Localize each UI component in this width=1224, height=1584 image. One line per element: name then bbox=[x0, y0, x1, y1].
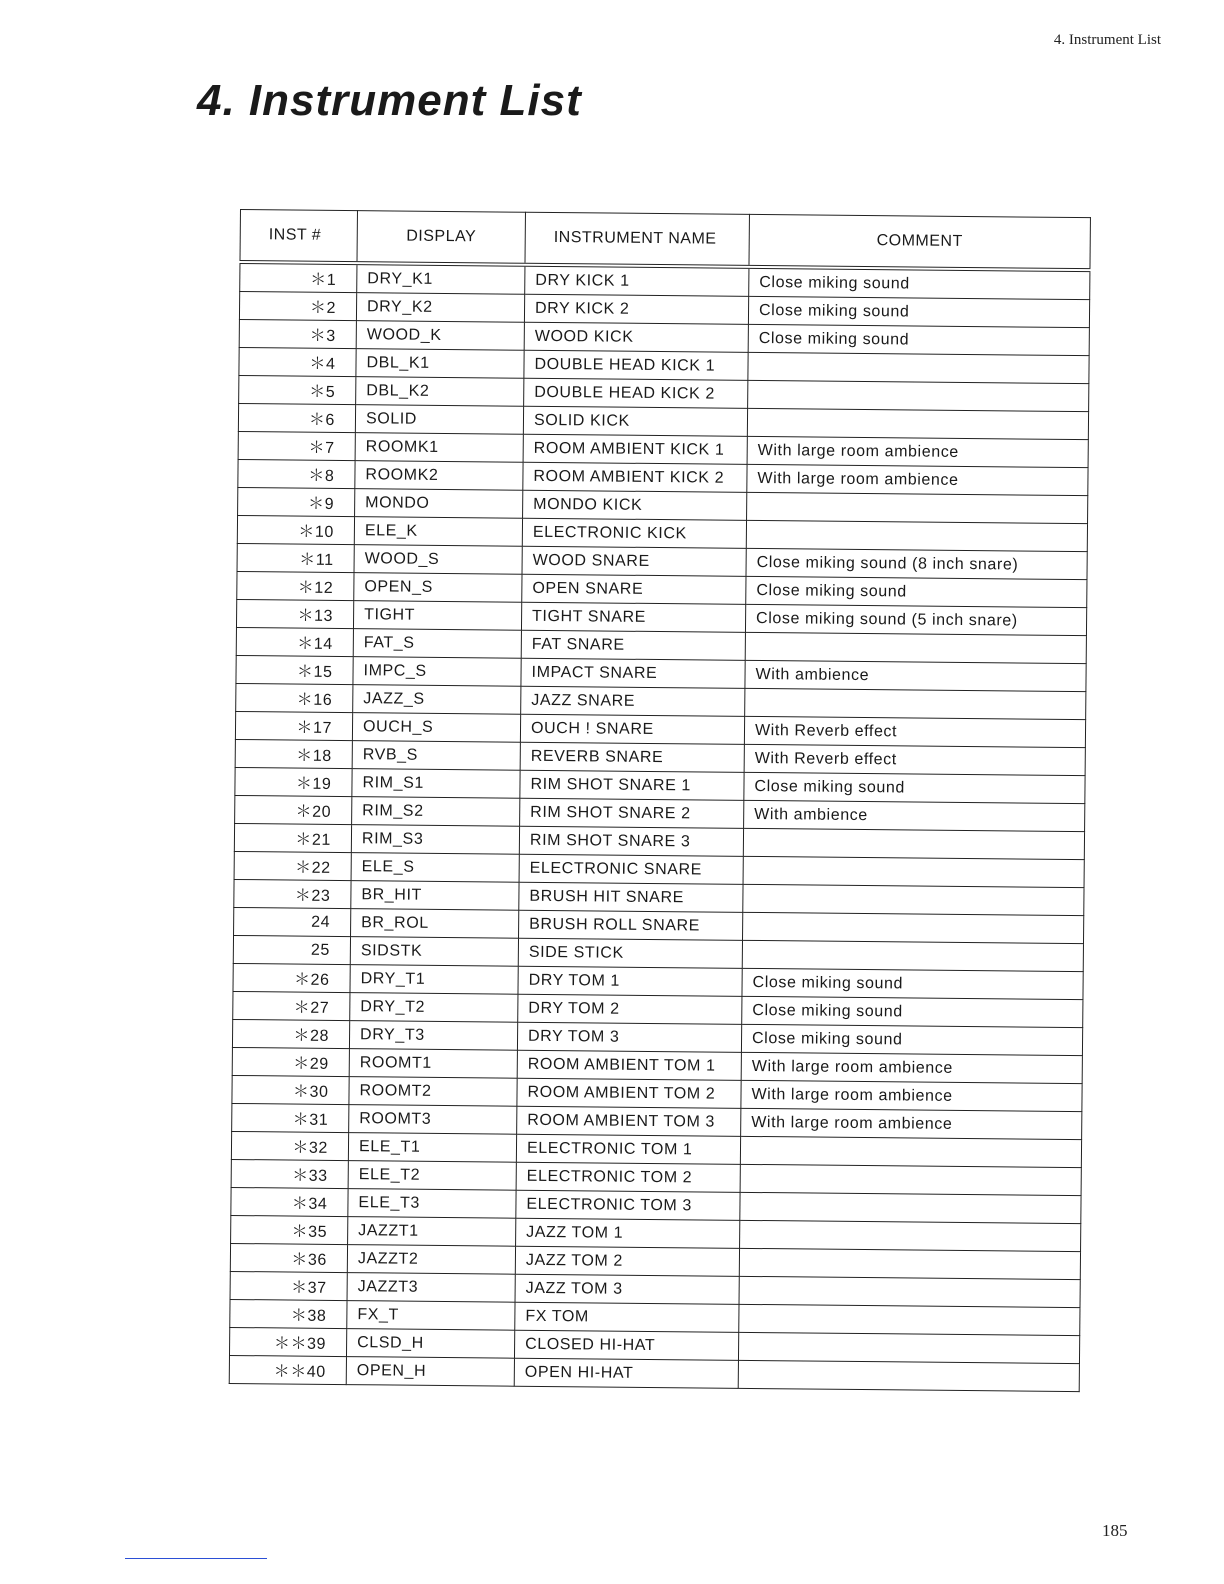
instrument-name-cell: BRUSH ROLL SNARE bbox=[519, 910, 743, 940]
comment-cell: Close miking sound bbox=[744, 772, 1085, 803]
instrument-name-cell: ROOM AMBIENT TOM 1 bbox=[517, 1050, 741, 1080]
instrument-name-cell: FAT SNARE bbox=[521, 630, 745, 660]
display-cell: JAZZ_S bbox=[353, 685, 521, 715]
instrument-name-cell: DRY KICK 1 bbox=[525, 265, 749, 297]
display-cell: OUCH_S bbox=[352, 713, 520, 743]
instrument-name-cell: SIDE STICK bbox=[518, 938, 742, 968]
instrument-name-cell: ELECTRONIC TOM 1 bbox=[516, 1134, 740, 1164]
inst-number-cell: ＊6 bbox=[238, 403, 355, 432]
comment-cell bbox=[739, 1276, 1080, 1307]
instrument-table-container bbox=[229, 209, 1090, 1392]
inst-number-cell: 25 bbox=[233, 935, 350, 964]
comment-cell: With Reverb effect bbox=[744, 744, 1085, 775]
comment-cell bbox=[745, 632, 1086, 663]
inst-number-cell: ＊2 bbox=[239, 292, 356, 321]
comment-cell bbox=[738, 1332, 1079, 1363]
comment-cell bbox=[745, 688, 1086, 719]
comment-cell: With large room ambience bbox=[741, 1080, 1082, 1111]
instrument-name-cell: RIM SHOT SNARE 3 bbox=[519, 826, 743, 856]
display-cell: ROOMK2 bbox=[355, 461, 523, 491]
comment-cell bbox=[746, 520, 1087, 551]
instrument-name-cell: CLOSED HI-HAT bbox=[514, 1330, 738, 1360]
display-cell: DBL_K1 bbox=[356, 349, 524, 379]
display-cell: ELE_T1 bbox=[348, 1133, 516, 1163]
comment-cell bbox=[747, 492, 1088, 523]
header-inst-number: INST # bbox=[240, 210, 357, 264]
instrument-name-cell: DRY TOM 1 bbox=[518, 966, 742, 996]
instrument-name-cell: TIGHT SNARE bbox=[521, 602, 745, 632]
comment-cell: Close miking sound (5 inch snare) bbox=[745, 604, 1086, 635]
inst-number-cell: ＊30 bbox=[232, 1075, 349, 1104]
display-cell: DRY_T3 bbox=[349, 1021, 517, 1051]
instrument-name-cell: JAZZ SNARE bbox=[521, 686, 745, 716]
instrument-name-cell: DRY KICK 2 bbox=[524, 294, 748, 324]
instrument-name-cell: ELECTRONIC TOM 3 bbox=[516, 1190, 740, 1220]
display-cell: SIDSTK bbox=[350, 937, 518, 967]
instrument-name-cell: IMPACT SNARE bbox=[521, 658, 745, 688]
inst-number-cell: ＊＊40 bbox=[229, 1355, 346, 1384]
inst-number-cell: ＊7 bbox=[238, 431, 355, 460]
comment-cell bbox=[743, 828, 1084, 859]
inst-number-cell: ＊23 bbox=[234, 879, 351, 908]
comment-cell: With Reverb effect bbox=[744, 716, 1085, 747]
inst-number-cell: ＊29 bbox=[232, 1047, 349, 1076]
instrument-name-cell: MONDO KICK bbox=[523, 490, 747, 520]
inst-number-cell: ＊35 bbox=[231, 1215, 348, 1244]
comment-cell: With ambience bbox=[745, 660, 1086, 691]
comment-cell bbox=[743, 912, 1084, 943]
comment-cell bbox=[747, 408, 1088, 439]
inst-number-cell: ＊17 bbox=[235, 711, 352, 740]
display-cell: SOLID bbox=[355, 405, 523, 435]
inst-number-cell: ＊1 bbox=[240, 262, 357, 293]
instrument-name-cell: RIM SHOT SNARE 2 bbox=[520, 798, 744, 828]
comment-cell: With large room ambience bbox=[747, 436, 1088, 467]
comment-cell bbox=[748, 352, 1089, 383]
instrument-name-cell: JAZZ TOM 1 bbox=[516, 1218, 740, 1248]
header-comment: COMMENT bbox=[749, 214, 1090, 270]
display-cell: CLSD_H bbox=[346, 1329, 514, 1359]
inst-number-cell: ＊36 bbox=[230, 1243, 347, 1272]
comment-cell bbox=[743, 856, 1084, 887]
display-cell: ROOMT2 bbox=[349, 1077, 517, 1107]
instrument-name-cell: JAZZ TOM 3 bbox=[515, 1274, 739, 1304]
display-cell: ELE_K bbox=[354, 517, 522, 547]
display-cell: TIGHT bbox=[353, 601, 521, 631]
comment-cell bbox=[748, 380, 1089, 411]
instrument-name-cell: REVERB SNARE bbox=[520, 742, 744, 772]
comment-cell: Close miking sound bbox=[741, 1024, 1082, 1055]
comment-cell bbox=[740, 1220, 1081, 1251]
instrument-name-cell: OPEN SNARE bbox=[522, 574, 746, 604]
display-cell: RIM_S2 bbox=[352, 797, 520, 827]
display-cell: RIM_S3 bbox=[351, 825, 519, 855]
inst-number-cell: ＊8 bbox=[238, 459, 355, 488]
inst-number-cell: ＊14 bbox=[236, 627, 353, 656]
inst-number-cell: ＊20 bbox=[235, 795, 352, 824]
comment-cell: With large room ambience bbox=[741, 1052, 1082, 1083]
comment-cell bbox=[740, 1136, 1081, 1167]
display-cell: DRY_K2 bbox=[356, 293, 524, 323]
instrument-name-cell: ELECTRONIC KICK bbox=[522, 518, 746, 548]
table-header-row bbox=[240, 210, 1090, 271]
footer-rule bbox=[125, 1558, 267, 1559]
inst-number-cell: ＊37 bbox=[230, 1271, 347, 1300]
comment-cell bbox=[739, 1304, 1080, 1335]
display-cell: OPEN_H bbox=[346, 1357, 514, 1387]
display-cell: DBL_K2 bbox=[356, 377, 524, 407]
display-cell: JAZZT3 bbox=[347, 1273, 515, 1303]
display-cell: WOOD_K bbox=[356, 321, 524, 351]
inst-number-cell: ＊38 bbox=[230, 1299, 347, 1328]
comment-cell: Close miking sound bbox=[749, 267, 1090, 300]
header-display: DISPLAY bbox=[357, 211, 525, 265]
inst-number-cell: ＊27 bbox=[233, 991, 350, 1020]
comment-cell bbox=[742, 940, 1083, 971]
instrument-name-cell: ROOM AMBIENT KICK 2 bbox=[523, 462, 747, 492]
inst-number-cell: ＊11 bbox=[237, 543, 354, 572]
inst-number-cell: ＊22 bbox=[234, 851, 351, 880]
inst-number-cell: ＊31 bbox=[232, 1103, 349, 1132]
page-number: 185 bbox=[1102, 1521, 1128, 1540]
comment-cell bbox=[739, 1248, 1080, 1279]
running-head: 4. Instrument List bbox=[1053, 32, 1161, 48]
display-cell: OPEN_S bbox=[354, 573, 522, 603]
display-cell: WOOD_S bbox=[354, 545, 522, 575]
inst-number-cell: ＊33 bbox=[231, 1159, 348, 1188]
display-cell: MONDO bbox=[355, 489, 523, 519]
display-cell: RIM_S1 bbox=[352, 769, 520, 799]
inst-number-cell: ＊18 bbox=[235, 739, 352, 768]
comment-cell bbox=[743, 884, 1084, 915]
instrument-name-cell: DRY TOM 3 bbox=[517, 1022, 741, 1052]
display-cell: ELE_S bbox=[351, 853, 519, 883]
inst-number-cell: ＊15 bbox=[236, 655, 353, 684]
page-title: 4. Instrument List bbox=[197, 76, 582, 125]
instrument-name-cell: JAZZ TOM 2 bbox=[515, 1246, 739, 1276]
comment-cell: With large room ambience bbox=[741, 1108, 1082, 1139]
inst-number-cell: ＊32 bbox=[231, 1131, 348, 1160]
header-instrument-name: INSTRUMENT NAME bbox=[525, 212, 749, 267]
instrument-name-cell: OPEN HI-HAT bbox=[514, 1358, 738, 1388]
instrument-name-cell: OUCH ! SNARE bbox=[520, 714, 744, 744]
display-cell: IMPC_S bbox=[353, 657, 521, 687]
display-cell: BR_HIT bbox=[351, 881, 519, 911]
instrument-name-cell: ROOM AMBIENT KICK 1 bbox=[523, 434, 747, 464]
inst-number-cell: ＊5 bbox=[239, 375, 356, 404]
display-cell: FX_T bbox=[347, 1301, 515, 1331]
inst-number-cell: ＊4 bbox=[239, 347, 356, 376]
comment-cell: Close miking sound bbox=[742, 968, 1083, 999]
inst-number-cell: ＊9 bbox=[238, 487, 355, 516]
instrument-name-cell: BRUSH HIT SNARE bbox=[519, 882, 743, 912]
comment-cell: With large room ambience bbox=[747, 464, 1088, 495]
instrument-name-cell: ELECTRONIC SNARE bbox=[519, 854, 743, 884]
instrument-name-cell: ROOM AMBIENT TOM 3 bbox=[517, 1106, 741, 1136]
display-cell: JAZZT1 bbox=[348, 1217, 516, 1247]
comment-cell: With ambience bbox=[744, 800, 1085, 831]
instrument-table bbox=[229, 209, 1091, 1392]
display-cell: ROOMT1 bbox=[349, 1049, 517, 1079]
instrument-name-cell: WOOD KICK bbox=[524, 322, 748, 352]
inst-number-cell: ＊28 bbox=[232, 1019, 349, 1048]
display-cell: FAT_S bbox=[353, 629, 521, 659]
comment-cell bbox=[740, 1192, 1081, 1223]
display-cell: DRY_K1 bbox=[357, 263, 525, 294]
inst-number-cell: ＊12 bbox=[237, 571, 354, 600]
display-cell: ROOMT3 bbox=[349, 1105, 517, 1135]
comment-cell bbox=[738, 1360, 1079, 1391]
comment-cell: Close miking sound bbox=[748, 296, 1089, 327]
comment-cell: Close miking sound bbox=[742, 996, 1083, 1027]
inst-number-cell: ＊10 bbox=[237, 515, 354, 544]
comment-cell: Close miking sound bbox=[746, 576, 1087, 607]
inst-number-cell: ＊3 bbox=[239, 319, 356, 348]
comment-cell bbox=[740, 1164, 1081, 1195]
instrument-name-cell: RIM SHOT SNARE 1 bbox=[520, 770, 744, 800]
display-cell: ELE_T3 bbox=[348, 1189, 516, 1219]
inst-number-cell: ＊34 bbox=[231, 1187, 348, 1216]
instrument-name-cell: ELECTRONIC TOM 2 bbox=[516, 1162, 740, 1192]
inst-number-cell: ＊19 bbox=[235, 767, 352, 796]
instrument-name-cell: DRY TOM 2 bbox=[518, 994, 742, 1024]
display-cell: DRY_T1 bbox=[350, 965, 518, 995]
display-cell: RVB_S bbox=[352, 741, 520, 771]
inst-number-cell: ＊13 bbox=[236, 599, 353, 628]
inst-number-cell: ＊16 bbox=[236, 683, 353, 712]
instrument-name-cell: FX TOM bbox=[515, 1302, 739, 1332]
display-cell: ELE_T2 bbox=[348, 1161, 516, 1191]
table-body bbox=[229, 262, 1090, 1392]
display-cell: DRY_T2 bbox=[350, 993, 518, 1023]
display-cell: ROOMK1 bbox=[355, 433, 523, 463]
instrument-name-cell: ROOM AMBIENT TOM 2 bbox=[517, 1078, 741, 1108]
inst-number-cell: ＊21 bbox=[234, 823, 351, 852]
inst-number-cell: 24 bbox=[234, 907, 351, 936]
instrument-name-cell: SOLID KICK bbox=[523, 406, 747, 436]
instrument-name-cell: DOUBLE HEAD KICK 1 bbox=[524, 350, 748, 380]
instrument-name-cell: WOOD SNARE bbox=[522, 546, 746, 576]
inst-number-cell: ＊＊39 bbox=[229, 1327, 346, 1356]
instrument-name-cell: DOUBLE HEAD KICK 2 bbox=[524, 378, 748, 408]
comment-cell: Close miking sound bbox=[748, 324, 1089, 355]
inst-number-cell: ＊26 bbox=[233, 963, 350, 992]
comment-cell: Close miking sound (8 inch snare) bbox=[746, 548, 1087, 579]
display-cell: JAZZT2 bbox=[347, 1245, 515, 1275]
display-cell: BR_ROL bbox=[351, 909, 519, 939]
